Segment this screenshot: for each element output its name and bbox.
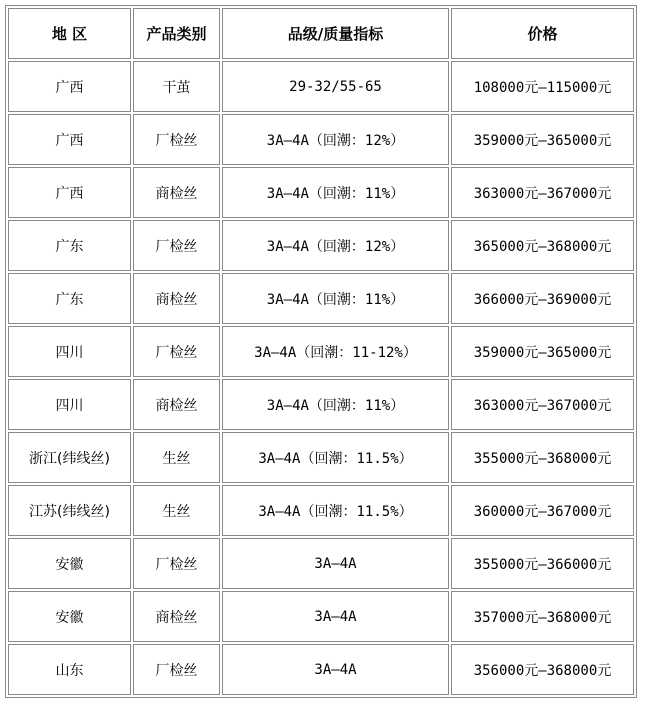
product-cell: 商检丝 xyxy=(133,591,220,642)
table-row xyxy=(8,644,634,695)
header-row xyxy=(8,8,634,59)
table-row xyxy=(8,326,634,377)
price-cell: 355000元—368000元 xyxy=(451,432,634,483)
price-cell: 357000元—368000元 xyxy=(451,591,634,642)
header-grade: 品级/质量指标 xyxy=(222,8,449,59)
grade-cell: 3A—4A xyxy=(222,538,449,589)
table-row xyxy=(8,61,634,112)
product-cell: 干茧 xyxy=(133,61,220,112)
grade-cell: 3A—4A（回潮：11-12%） xyxy=(222,326,449,377)
grade-cell: 3A—4A（回潮：11%） xyxy=(222,273,449,324)
grade-cell: 29-32/55-65 xyxy=(222,61,449,112)
product-cell: 商检丝 xyxy=(133,273,220,324)
region-cell: 江苏(纬线丝) xyxy=(8,485,131,536)
table-row xyxy=(8,273,634,324)
price-cell: 363000元—367000元 xyxy=(451,167,634,218)
table-row xyxy=(8,591,634,642)
table-body xyxy=(8,61,634,695)
region-cell: 广东 xyxy=(8,220,131,271)
product-cell: 厂检丝 xyxy=(133,220,220,271)
header-price: 价格 xyxy=(451,8,634,59)
grade-cell: 3A—4A xyxy=(222,644,449,695)
table-row xyxy=(8,485,634,536)
region-cell: 安徽 xyxy=(8,538,131,589)
region-cell: 四川 xyxy=(8,326,131,377)
region-cell: 广西 xyxy=(8,61,131,112)
table-row xyxy=(8,538,634,589)
product-cell: 生丝 xyxy=(133,485,220,536)
product-cell: 厂检丝 xyxy=(133,538,220,589)
table-row xyxy=(8,220,634,271)
grade-cell: 3A—4A（回潮：11%） xyxy=(222,167,449,218)
table-row xyxy=(8,167,634,218)
region-cell: 山东 xyxy=(8,644,131,695)
grade-cell: 3A—4A（回潮：11.5%） xyxy=(222,432,449,483)
region-cell: 广东 xyxy=(8,273,131,324)
grade-cell: 3A—4A（回潮：11.5%） xyxy=(222,485,449,536)
grade-cell: 3A—4A（回潮：12%） xyxy=(222,114,449,165)
region-cell: 广西 xyxy=(8,167,131,218)
grade-cell: 3A—4A（回潮：12%） xyxy=(222,220,449,271)
product-cell: 生丝 xyxy=(133,432,220,483)
table-row xyxy=(8,432,634,483)
header-product: 产品类别 xyxy=(133,8,220,59)
region-cell: 浙江(纬线丝) xyxy=(8,432,131,483)
price-cell: 365000元—368000元 xyxy=(451,220,634,271)
price-cell: 360000元—367000元 xyxy=(451,485,634,536)
product-cell: 商检丝 xyxy=(133,379,220,430)
header-region: 地 区 xyxy=(8,8,131,59)
price-cell: 108000元—115000元 xyxy=(451,61,634,112)
table-row xyxy=(8,379,634,430)
price-cell: 356000元—368000元 xyxy=(451,644,634,695)
grade-cell: 3A—4A xyxy=(222,591,449,642)
price-cell: 359000元—365000元 xyxy=(451,326,634,377)
product-cell: 厂检丝 xyxy=(133,114,220,165)
product-cell: 厂检丝 xyxy=(133,644,220,695)
product-cell: 厂检丝 xyxy=(133,326,220,377)
table-row xyxy=(8,114,634,165)
region-cell: 广西 xyxy=(8,114,131,165)
region-cell: 安徽 xyxy=(8,591,131,642)
price-cell: 355000元—366000元 xyxy=(451,538,634,589)
grade-cell: 3A—4A（回潮：11%） xyxy=(222,379,449,430)
price-cell: 363000元—367000元 xyxy=(451,379,634,430)
region-cell: 四川 xyxy=(8,379,131,430)
price-cell: 366000元—369000元 xyxy=(451,273,634,324)
product-cell: 商检丝 xyxy=(133,167,220,218)
price-cell: 359000元—365000元 xyxy=(451,114,634,165)
silk-price-table xyxy=(5,5,637,698)
